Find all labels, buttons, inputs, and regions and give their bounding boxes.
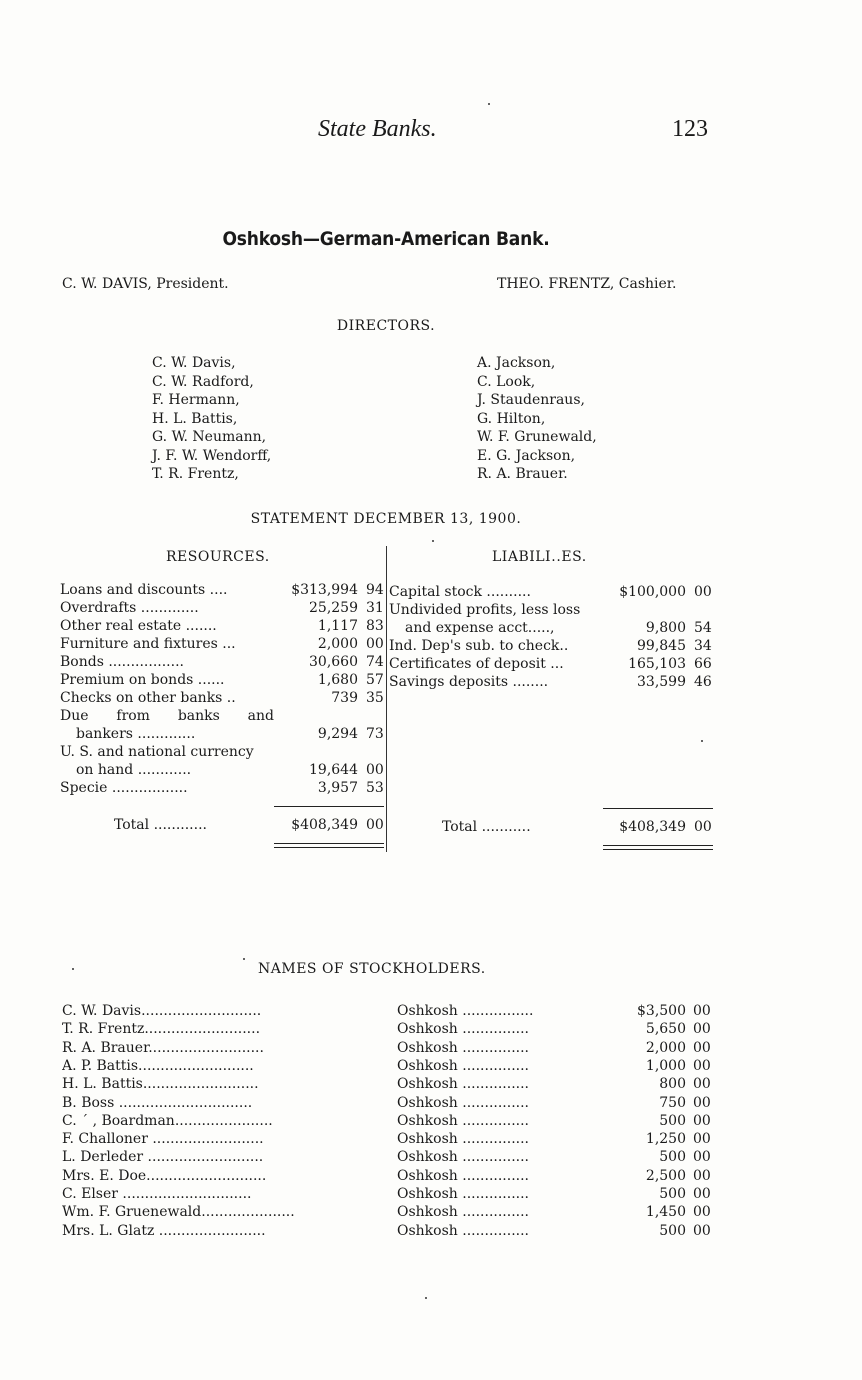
resources-cents: 53 [366,780,384,796]
director-name: J. F. W. Wendorff, [152,447,272,464]
stockholder-amount: 2,000 [645,1039,686,1056]
resources-label: Premium on bonds ...... [60,672,225,688]
scan-speck [432,540,434,542]
liabilities-total-cents: 00 [694,819,712,835]
resources-cents: 35 [366,690,384,706]
liabilities-amount: 165,103 [628,656,686,672]
director-name: A. Jackson, [477,355,556,371]
director-name: H. L. Battis, [152,410,238,427]
stockholder-cents: 00 [693,1167,711,1184]
resources-cents: 74 [366,654,384,670]
resources-cents: 83 [366,618,384,634]
stockholder-cents: 00 [693,1003,711,1019]
resources-cents: 94 [366,582,384,598]
stockholder-name: C. W. Davis........................... [62,1003,262,1019]
resources-total-row [114,817,207,833]
stockholder-name: L. Derleder .......................... [62,1149,264,1166]
director-name: C. W. Davis, [152,355,236,371]
scan-speck [425,1297,427,1299]
resources-amount: 1,117 [317,618,358,634]
director-name: J. Staudenraus, [477,392,585,408]
stockholder-name: T. R. Frentz.......................... [62,1021,261,1038]
liabilities-total-rule [603,808,713,809]
resources-cents: 73 [366,726,384,742]
stockholder-cents: 00 [693,1021,711,1038]
resources-amount: 739 [331,690,358,706]
cashier: THEO. FRENTZ, Cashier. [497,276,677,292]
directors-right-column [477,354,597,484]
resources-total-double-rule-2 [274,847,384,848]
statement-heading: STATEMENT DECEMBER 13, 1900. [250,511,522,527]
resources-cents: 31 [366,600,384,616]
liabilities-label: Capital stock .......... [389,584,531,600]
running-head-title: State Banks. [318,116,437,142]
stockholder-cents: 00 [693,1149,711,1166]
stockholder-amount: 800 [659,1076,686,1093]
liabilities-amount: 33,599 [637,674,686,690]
stockholder-name: C. ´ , Boardman...................... [62,1112,273,1129]
stockholder-name: Mrs. E. Doe........................... [62,1167,267,1184]
stockholder-name: C. Elser ............................. [62,1186,252,1202]
director-name: G. Hilton, [477,410,546,427]
stockholder-name: H. L. Battis.......................... [62,1076,259,1093]
resources-label: U. S. and national currency [60,744,254,760]
scan-speck [72,968,74,970]
resources-amount: 1,680 [317,672,358,688]
stockholder-town: Oshkosh ............... [397,1112,529,1129]
stockholder-town: Oshkosh ............... [397,1039,529,1056]
liabilities-total-double-rule-2 [603,849,713,850]
stockholder-town: Oshkosh ............... [397,1057,529,1074]
resources-label: Other real estate ....... [60,618,217,634]
resources-label: Furniture and fixtures ... [60,636,236,652]
liabilities-amount: $100,000 [619,584,686,600]
stockholder-amount: $3,500 [637,1003,686,1019]
stockholder-name: Wm. F. Gruenewald..................... [62,1204,295,1221]
resources-amount: 2,000 [317,636,358,652]
stockholder-amount: 5,650 [645,1021,686,1038]
scan-speck [243,958,245,960]
resources-label: Due from banks and [60,708,274,724]
stockholder-name: A. P. Battis.......................... [62,1057,254,1074]
resources-total-amount: $408,349 [291,817,358,833]
column-divider [386,546,387,852]
stockholder-name: R. A. Brauer.......................... [62,1039,264,1056]
stockholder-cents: 00 [693,1076,711,1093]
resources-total-label: Total ............ [114,817,207,833]
liabilities-heading: LIABILI․․ES. [492,549,587,565]
liabilities-label: Ind. Dep's sub. to check.. [389,638,569,654]
resources-cents: 57 [366,672,384,688]
liabilities-total-label: Total ..........․ [442,819,531,835]
stockholder-amount: 500 [659,1112,686,1129]
directors-heading: DIRECTORS. [336,318,436,334]
resources-amount: 25,259 [309,600,358,616]
liabilities-amount: 9,800 [645,620,686,636]
stockholder-amount: 500 [659,1149,686,1166]
stockholder-name: F. Challoner ......................... [62,1131,264,1148]
stockholder-cents: 00 [693,1094,711,1111]
president: C. W. DAVIS, President. [62,276,229,292]
liabilities-cents: 66 [694,656,712,672]
director-name: C. W. Radford, [152,373,254,390]
resources-total-double-rule-1 [274,843,384,844]
liabilities-label: Undivided profits, less loss [389,602,581,618]
resources-label: Overdrafts ............. [60,600,199,616]
stockholder-cents: 00 [693,1112,711,1129]
director-name: W. F. Grunewald, [477,429,597,445]
director-name: R. A. Brauer. [477,466,568,482]
stockholder-town: Oshkosh ................ [397,1003,534,1019]
resources-label: Specie ................. [60,780,188,796]
stockholder-cents: 00 [693,1204,711,1221]
stockholder-amount: 1,450 [645,1204,686,1221]
resources-amount: 9,294 [317,726,358,742]
liabilities-total-double-rule-1 [603,845,713,846]
director-name: E. G. Jackson, [477,447,576,464]
resources-heading: RESOURCES. [166,549,270,565]
resources-label: Bonds ................. [60,654,184,670]
page-number: 123 [672,116,708,142]
resources-total-cents: 00 [366,817,384,833]
resources-label: Checks on other banks .. [60,690,236,706]
liabilities-total-amount: $408,349 [619,819,686,835]
stockholder-town: Oshkosh ............... [397,1131,529,1148]
scan-speck [701,740,703,742]
director-name: F. Hermann, [152,392,240,408]
resources-amount: $313,994 [291,582,358,598]
stockholder-town: Oshkosh ............... [397,1186,529,1202]
bank-title: Oshkosh—German-American Bank. [222,228,550,250]
stockholder-town: Oshkosh ............... [397,1149,529,1166]
liabilities-total-row [442,819,531,835]
stockholder-amount: 500 [659,1186,686,1202]
resources-label: Loans and discounts .... [60,582,228,598]
resources-label: on hand ............ [76,762,192,778]
stockholder-cents: 00 [693,1186,711,1202]
stockholder-cents: 00 [693,1222,711,1239]
scan-speck [488,103,490,105]
stockholder-cents: 00 [693,1057,711,1074]
stockholder-name: Mrs. L. Glatz ........................ [62,1222,266,1239]
stockholder-town: Oshkosh ............... [397,1222,529,1239]
liabilities-label: Certificates of deposit ... [389,656,564,672]
liabilities-label: Savings deposits ........ [389,674,549,690]
stockholder-town: Oshkosh ............... [397,1076,529,1093]
resources-label: bankers ............. [76,726,196,742]
directors-left-column [152,354,271,484]
stockholder-amount: 2,500 [645,1167,686,1184]
liabilities-label: and expense acct....., [405,620,555,636]
resources-amount: 3,957 [317,780,358,796]
stockholder-amount: 500 [659,1222,686,1239]
director-name: G. W. Neumann, [152,429,267,445]
resources-cents: 00 [366,762,384,778]
stockholder-amount: 750 [659,1094,686,1111]
liabilities-amount: 99,845 [637,638,686,654]
stockholder-town: Oshkosh ............... [397,1167,529,1184]
liabilities-cents: 34 [694,638,712,654]
resources-amount: 30,660 [309,654,358,670]
liabilities-cents: 46 [694,674,712,690]
stockholder-cents: 00 [693,1039,711,1056]
director-name: C. Look, [477,373,536,390]
liabilities-cents: 00 [694,584,712,600]
stockholder-town: Oshkosh ............... [397,1021,529,1038]
stockholder-cents: 00 [693,1131,711,1148]
stockholder-town: Oshkosh ............... [397,1204,529,1221]
stockholder-name: B. Boss .............................. [62,1094,253,1111]
director-name: T. R. Frentz, [152,466,239,482]
resources-amount: 19,644 [309,762,358,778]
stockholder-town: Oshkosh ............... [397,1094,529,1111]
resources-total-rule [274,806,384,807]
stockholder-amount: 1,000 [645,1057,686,1074]
stockholder-amount: 1,250 [645,1131,686,1148]
liabilities-cents: 54 [694,620,712,636]
stockholders-heading: NAMES OF STOCKHOLDERS. [258,961,486,977]
resources-cents: 00 [366,636,384,652]
